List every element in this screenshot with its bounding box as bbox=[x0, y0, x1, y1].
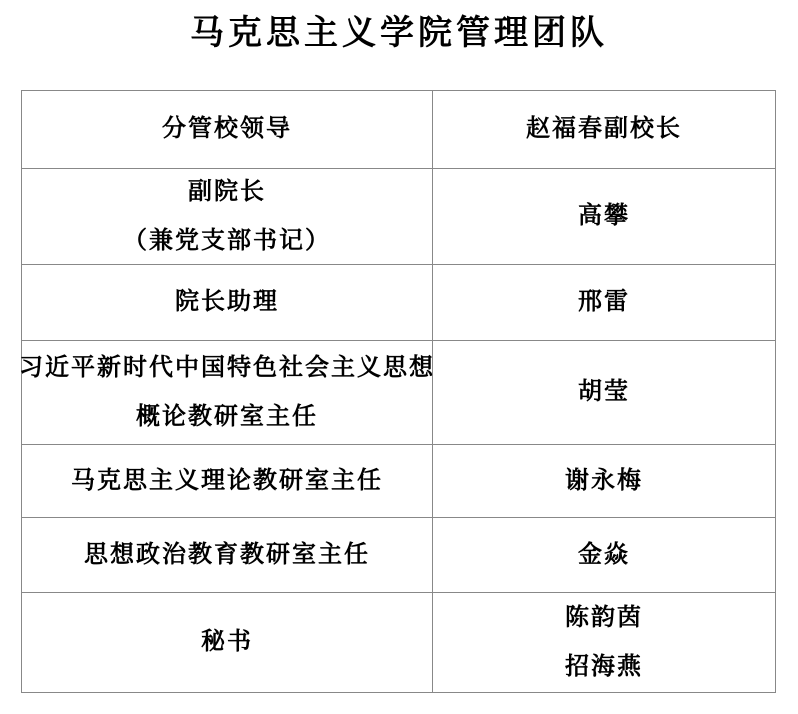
table-row bbox=[22, 593, 775, 692]
name-text: 胡莹 bbox=[578, 379, 630, 405]
role-text: 思想政治教育教研室主任 bbox=[84, 541, 370, 568]
role-cell bbox=[19, 341, 435, 444]
table-row bbox=[22, 445, 775, 518]
role-text: 院长助理 bbox=[175, 289, 279, 315]
table-row bbox=[22, 169, 775, 265]
name-text: 赵福春副校长 bbox=[526, 116, 682, 142]
name-cell bbox=[433, 518, 775, 592]
page-title: 马克思主义学院管理团队 bbox=[190, 15, 608, 52]
table-row bbox=[22, 91, 775, 169]
management-table bbox=[21, 90, 776, 693]
name-cell bbox=[433, 91, 775, 168]
name-text: 金焱 bbox=[578, 541, 630, 568]
role-text: 马克思主义理论教研室主任 bbox=[71, 467, 383, 494]
table-row bbox=[22, 518, 775, 593]
role-cell bbox=[22, 265, 433, 340]
role-cell bbox=[22, 169, 433, 264]
name-text: 邢雷 bbox=[578, 289, 630, 315]
name-cell bbox=[433, 341, 775, 444]
name-text: 招海燕 bbox=[565, 653, 643, 680]
table-row bbox=[19, 341, 775, 445]
role-text: 副院长 bbox=[188, 178, 266, 205]
table-row bbox=[22, 265, 775, 341]
role-cell bbox=[22, 445, 433, 517]
role-text: 分管校领导 bbox=[162, 116, 292, 142]
name-cell bbox=[433, 593, 775, 692]
role-cell bbox=[22, 91, 433, 168]
name-cell bbox=[433, 265, 775, 340]
name-cell bbox=[433, 169, 775, 264]
name-text: 高攀 bbox=[578, 203, 630, 229]
name-cell bbox=[433, 445, 775, 517]
role-text: （兼党支部书记） bbox=[123, 227, 331, 254]
role-cell bbox=[22, 593, 433, 692]
name-text: 陈韵茵 bbox=[565, 604, 643, 631]
role-text: 习近平新时代中国特色社会主义思想 bbox=[19, 354, 435, 381]
name-text: 谢永梅 bbox=[565, 467, 643, 494]
role-cell bbox=[22, 518, 433, 592]
role-text: 概论教研室主任 bbox=[136, 403, 318, 430]
role-text: 秘书 bbox=[201, 629, 253, 655]
